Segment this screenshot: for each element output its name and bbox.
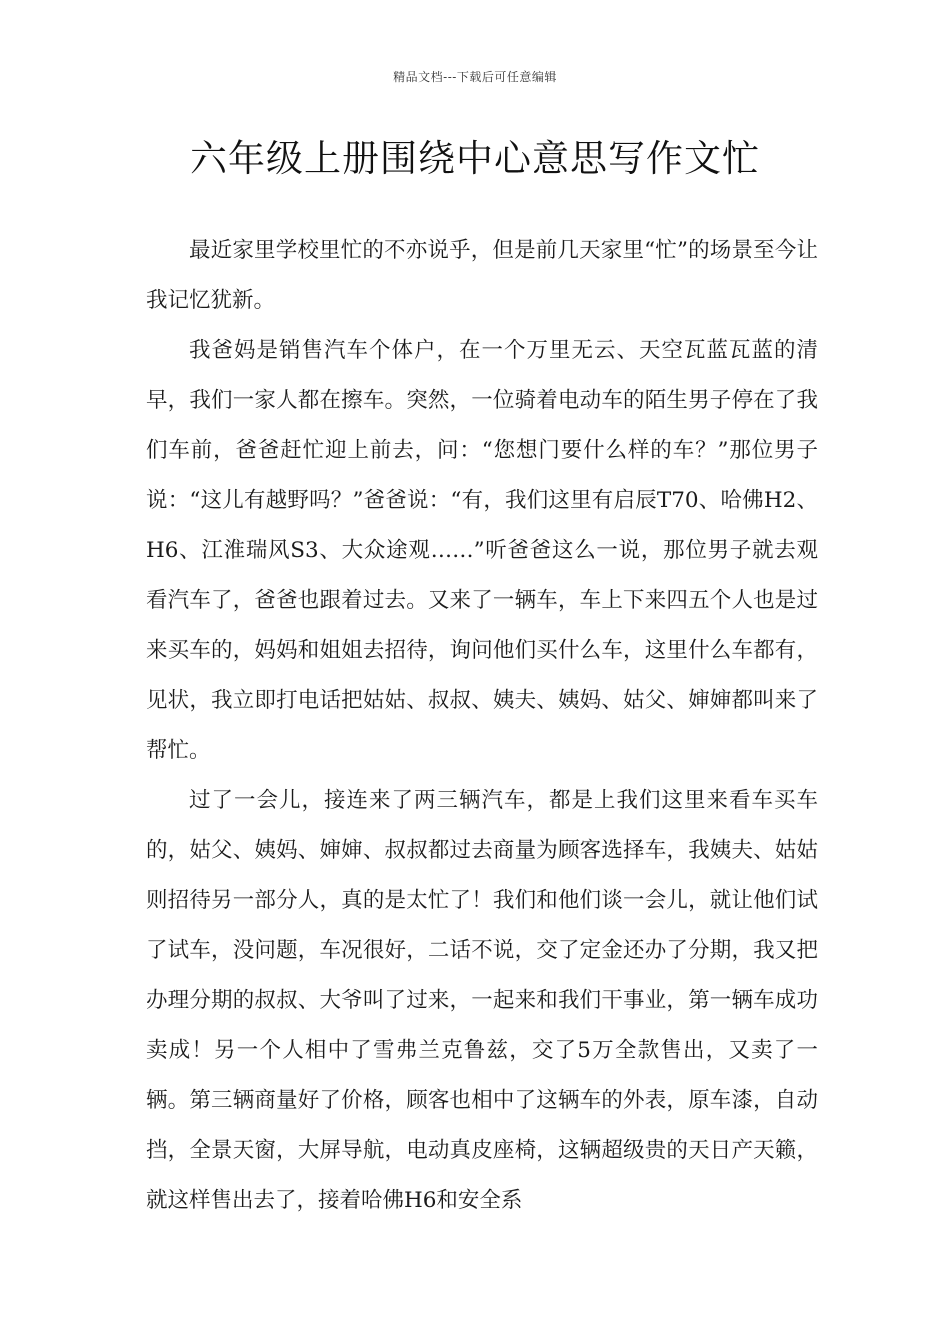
header-note: 精品文档---下载后可任意编辑: [393, 70, 557, 84]
paragraph: 我爸妈是销售汽车个体户，在一个万里无云、天空瓦蓝瓦蓝的清早，我们一家人都在擦车。突然，一位骑着电动车的陌生男子停在了我们车前，爸爸赶忙迎上前去，问：“您想门要什么样的车？”那位男子说：“这儿有越野吗？”爸爸说：“有，我们这里有启辰T70、哈佛H2、H6、江淮瑞风S3、大众途观……”听爸爸这么一说，那位男子就去观看汽车了，爸爸也跟着过去。又来了一辆车，车上下来四五个人也是过来买车的，妈妈和姐姐去招待，询问他们买什么车，这里什么车都有，见状，我立即打电话把姑姑、叔叔、姨夫、姨妈、姑父、婶婶都叫来了帮忙。: [146, 338, 818, 763]
paragraph: 最近家里学校里忙的不亦说乎，但是前几天家里“忙”的场景至今让我记忆犹新。: [146, 238, 818, 313]
paragraph: 过了一会儿，接连来了两三辆汽车，都是上我们这里来看车买车的，姑父、姨妈、婶婶、叔叔都过去商量为顾客选择车，我姨夫、姑姑则招待另一部分人，真的是太忙了！我们和他们谈一会儿，就让他们试了试车，没问题，车况很好，二话不说，交了定金还办了分期，我又把办理分期的叔叔、大爷叫了过来，一起来和我们干事业，第一辆车成功卖成！另一个人相中了雪弗兰克鲁兹，交了5万全款售出，又卖了一辆。第三辆商量好了价格，顾客也相中了这辆车的外表，原车漆，自动挡，全景天窗，大屏导航，电动真皮座椅，这辆超级贵的天日产天籁，就这样售出去了，接着哈佛H6和安全系: [146, 788, 818, 1213]
document-body: [146, 226, 818, 1226]
document-title: 六年级上册围绕中心意思写作文忙: [190, 137, 760, 180]
